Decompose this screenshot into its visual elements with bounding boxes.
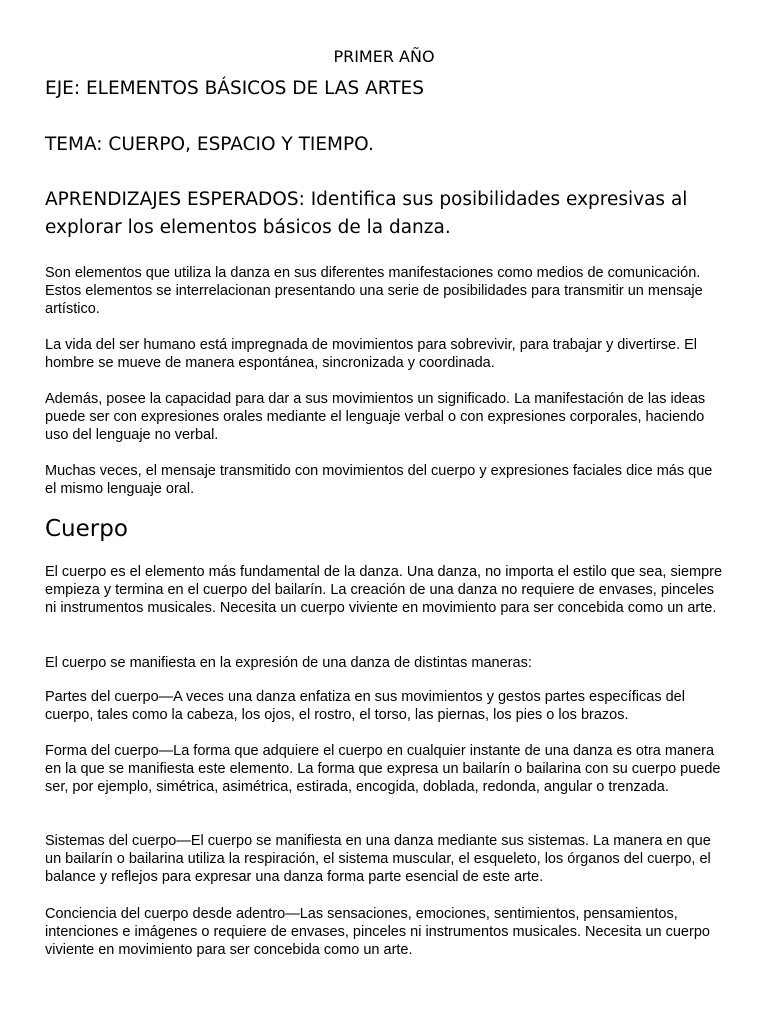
cuerpo-paragraph-3: Partes del cuerpo—A veces una danza enfatiza en sus movimientos y gestos partes específicas del cuerpo, tales como la cabeza, los ojos, el rostro, el torso, las piernas, los pies o los brazos. [45, 689, 685, 723]
intro-paragraph-3: Además, posee la capacidad para dar a sus movimientos un significado. La manifestación de las ideas puede ser con expresiones orales mediante el lenguaje verbal o con expresiones corporales, haciendo uso del lenguaje no verbal. [45, 391, 706, 443]
eje-heading: EJE: ELEMENTOS BÁSICOS DE LAS ARTES [45, 78, 424, 99]
section-title-cuerpo: Cuerpo [45, 516, 128, 542]
intro-paragraph-4: Muchas veces, el mensaje transmitido con movimientos del cuerpo y expresiones faciales dice más que el mismo lenguaje oral. [45, 463, 713, 497]
aprendizajes-heading: APRENDIZAJES ESPERADOS: Identifica sus posibilidades expresivas al explorar los elementos básicos de la danza. [45, 189, 688, 238]
intro-paragraph-1: Son elementos que utiliza la danza en sus diferentes manifestaciones como medios de comunicación. Estos elementos se interrelacionan presentando una serie de posibilidades para transmitir un mensaje artístico. [45, 265, 703, 317]
tema-heading: TEMA: CUERPO, ESPACIO Y TIEMPO. [45, 134, 374, 155]
cuerpo-paragraph-2: El cuerpo se manifiesta en la expresión de una danza de distintas maneras: [45, 655, 532, 671]
cuerpo-paragraph-1: El cuerpo es el elemento más fundamental de la danza. Una danza, no importa el estilo que sea, siempre empieza y termina en el cuerpo del bailarín. La creación de una danza no requiere de envases, pinceles ni instrumentos musicales. Necesita un cuerpo viviente en movimiento para ser concebida como un arte. [45, 564, 723, 616]
cuerpo-paragraph-4: Forma del cuerpo—La forma que adquiere el cuerpo en cualquier instante de una danza es otra manera en la que se manifiesta este elemento. La forma que expresa un bailarín o bailarina con su cuerpo puede ser, por ejemplo, simétrica, asimétrica, estirada, encogida, doblada, redonda, angular o trenzada. [45, 743, 721, 795]
intro-paragraph-2: La vida del ser humano está impregnada de movimientos para sobrevivir, para trabajar y divertirse. El hombre se mueve de manera espontánea, sincronizada y coordinada. [45, 337, 698, 371]
cuerpo-paragraph-6: Conciencia del cuerpo desde adentro—Las sensaciones, emociones, sentimientos, pensamientos, intenciones e imágenes o requiere de envases, pinceles ni instrumentos musicales. Necesita un cuerpo viviente en movimiento para ser concebida como un arte. [45, 906, 710, 958]
year-heading: PRIMER AÑO [333, 47, 435, 66]
cuerpo-paragraph-5: Sistemas del cuerpo—El cuerpo se manifiesta en una danza mediante sus sistemas. La manera en que un bailarín o bailarina utiliza la respiración, el sistema muscular, el esqueleto, los órganos del cuerpo, el balance y reflejos para expresar una danza forma parte esencial de este arte. [45, 833, 711, 885]
